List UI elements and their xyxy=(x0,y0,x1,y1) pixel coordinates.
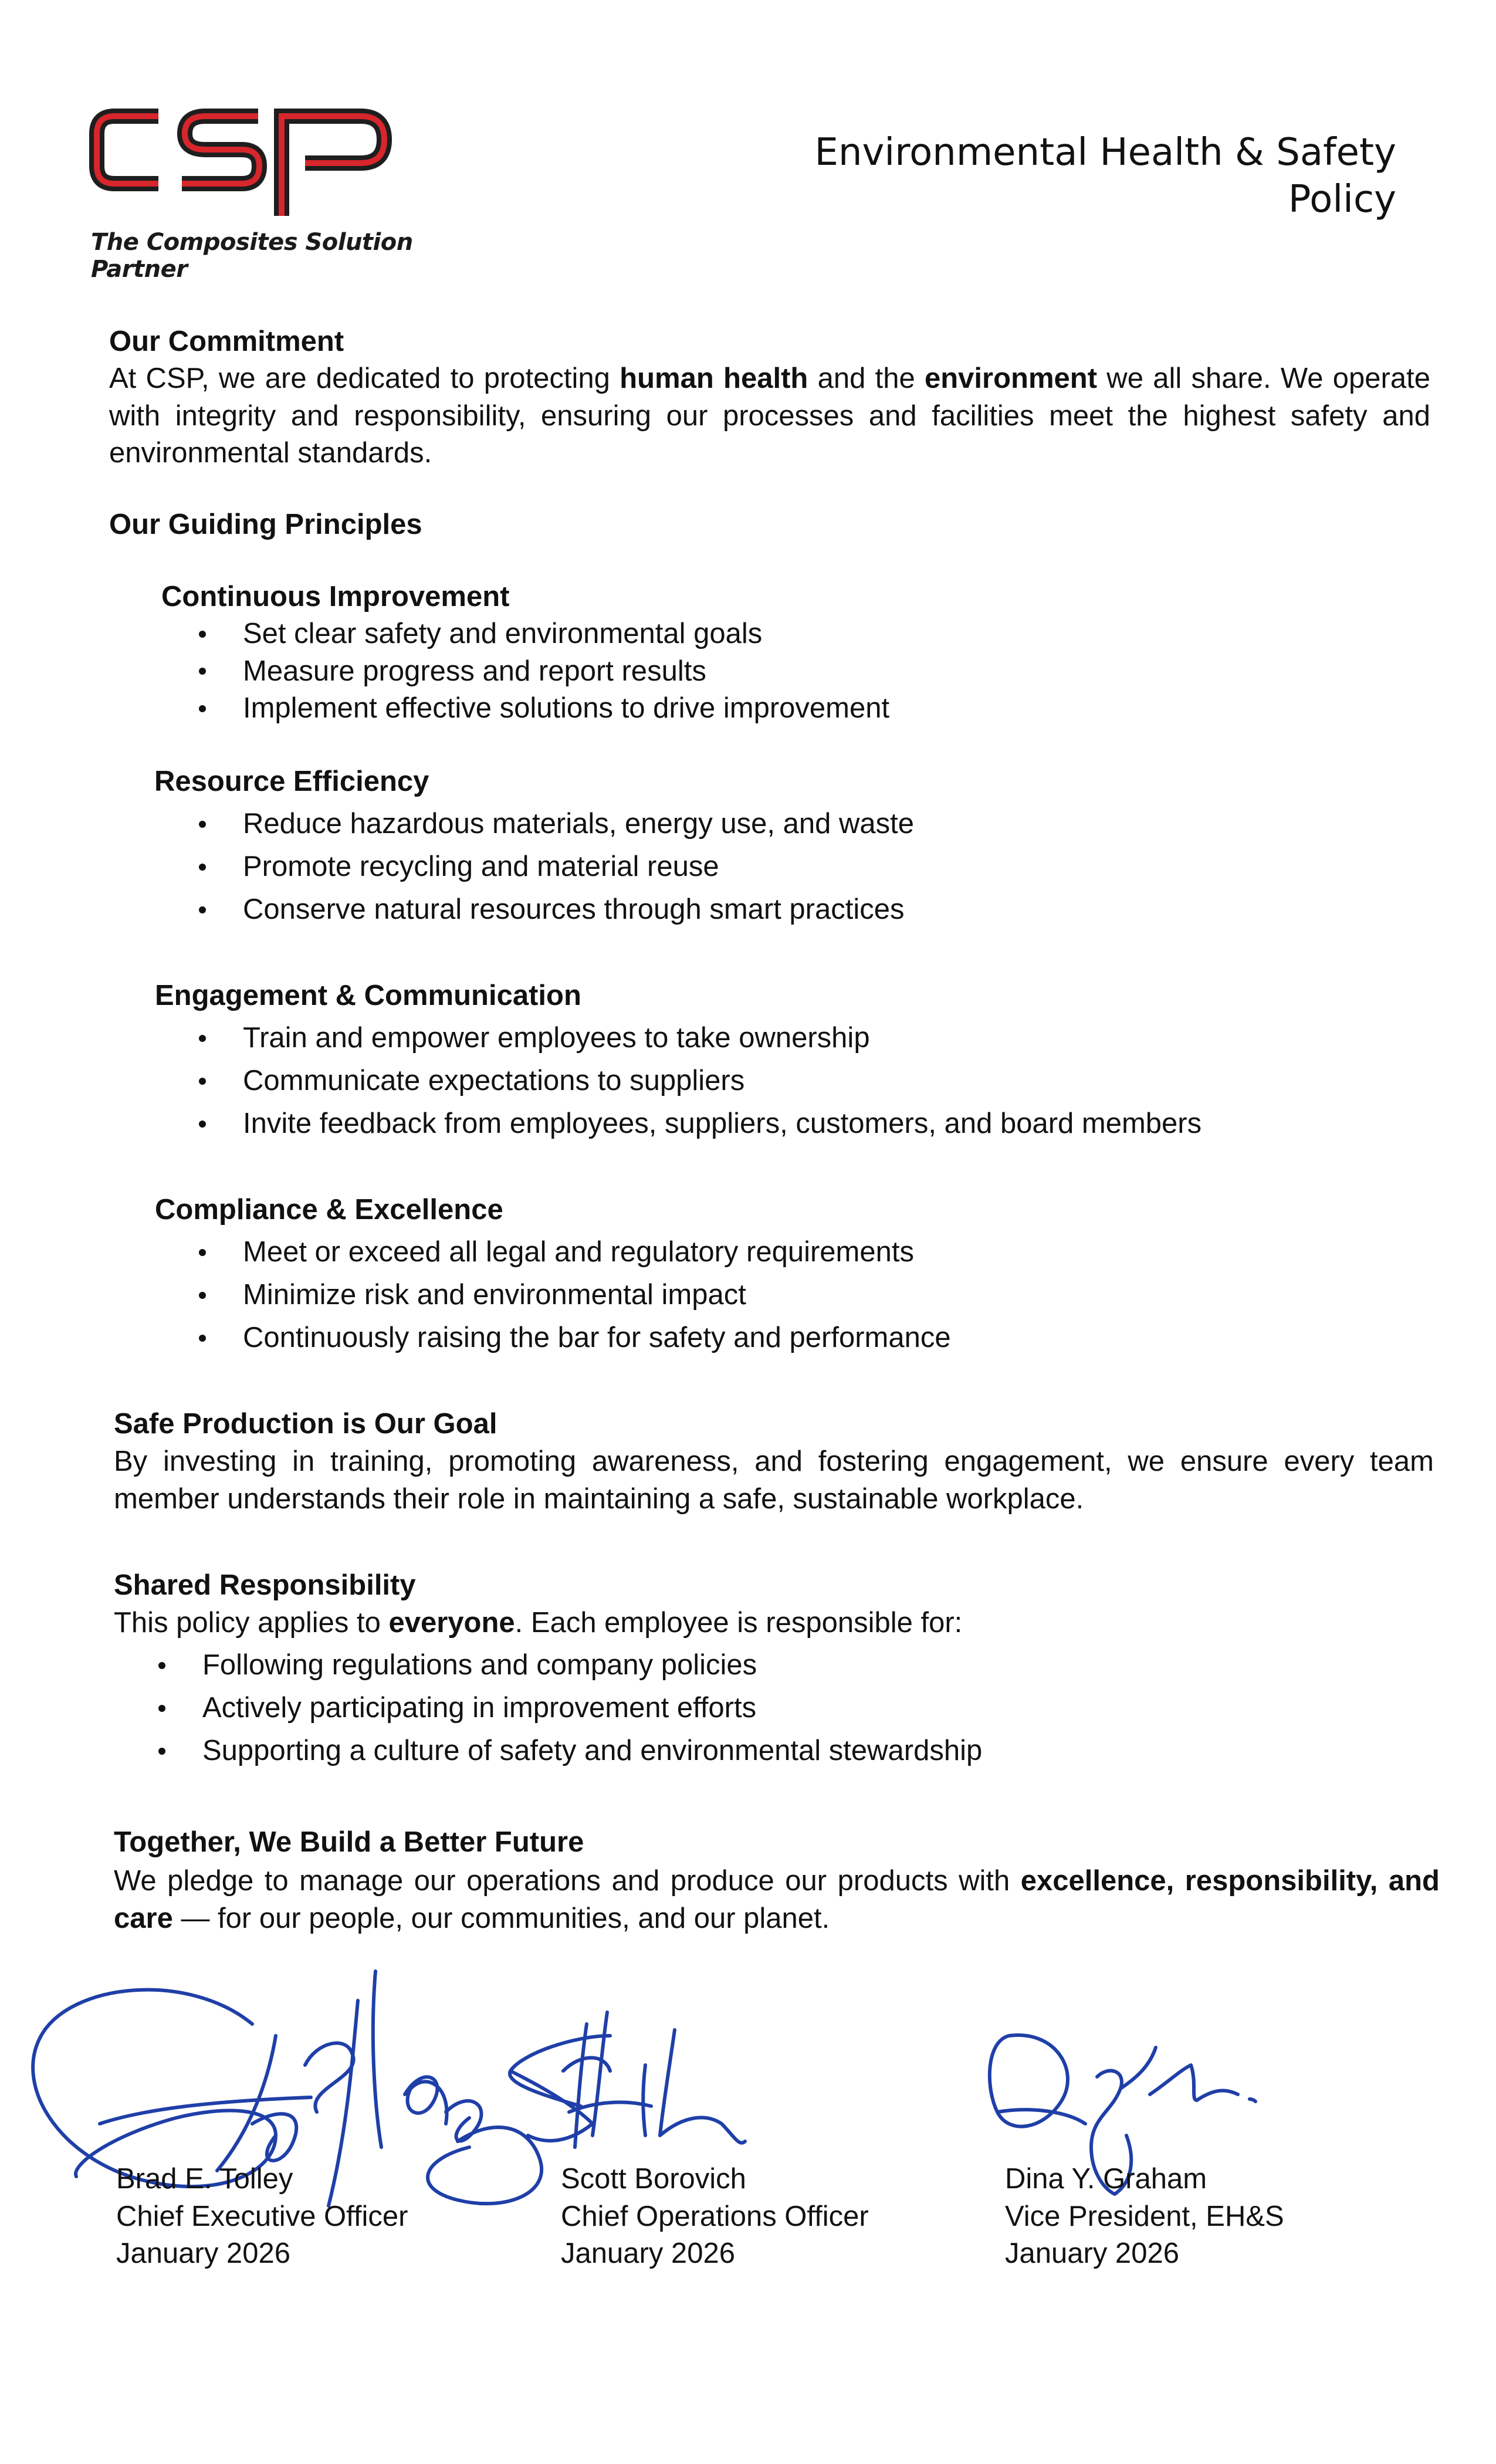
signatory-title: Chief Executive Officer xyxy=(116,2200,408,2232)
signatory-date: January 2026 xyxy=(561,2238,735,2269)
signatory-ceo xyxy=(116,2161,408,2273)
list-item: Continuously raising the bar for safety and performance xyxy=(199,1316,951,1359)
principle-title-resource-efficiency: Resource Efficiency xyxy=(154,766,429,797)
list-item: Measure progress and report results xyxy=(199,653,889,691)
commitment-bold-a: human health xyxy=(620,363,808,394)
list-item: Minimize risk and environmental impact xyxy=(199,1274,951,1316)
document-title-line-1: Environmental Health & Safety xyxy=(814,131,1396,174)
commitment-paragraph xyxy=(109,360,1430,472)
signatory-coo xyxy=(561,2161,869,2273)
document-title xyxy=(751,129,1396,223)
list-item: Meet or exceed all legal and regulatory requirements xyxy=(199,1231,951,1274)
csp-logo-icon xyxy=(88,104,393,222)
together-bold-a: excellence, responsibility, and care xyxy=(114,1865,1440,1934)
list-item: Implement effective solutions to drive improvement xyxy=(199,690,889,727)
company-tagline: The Composites Solution Partner xyxy=(91,229,413,283)
commitment-text-a: At CSP, we are dedicated to protecting xyxy=(109,363,620,394)
shared-text-a: This policy applies to xyxy=(114,1607,389,1639)
principle-title-continuous-improvement: Continuous Improvement xyxy=(161,581,510,612)
list-item: Supporting a culture of safety and environmental stewardship xyxy=(158,1729,982,1772)
shared-text-b: . Each employee is responsible for: xyxy=(515,1607,963,1639)
signatory-title: Vice President, EH&S xyxy=(1005,2200,1284,2232)
signatory-name: Dina Y. Graham xyxy=(1005,2163,1207,2195)
commitment-bold-b: environment xyxy=(924,363,1098,394)
principle-title-compliance: Compliance & Excellence xyxy=(155,1194,503,1226)
signatory-date: January 2026 xyxy=(116,2238,290,2269)
shared-bold-a: everyone xyxy=(388,1607,515,1639)
together-text-b: — for our people, our communities, and our planet. xyxy=(172,1902,830,1934)
safe-production-paragraph: By investing in training, promoting awareness, and fostering engagement, we ensure every team member understands their role in maintaining a safe, sustainable workplace. xyxy=(114,1446,1434,1515)
together-heading: Together, We Build a Better Future xyxy=(114,1826,584,1858)
signatory-vp-ehs xyxy=(1005,2161,1284,2273)
shared-responsibility-paragraph xyxy=(114,1605,1434,1642)
list-item: Communicate expectations to suppliers xyxy=(199,1060,1201,1102)
principle-title-engagement: Engagement & Communication xyxy=(155,980,581,1011)
compliance-list xyxy=(199,1231,951,1359)
list-item: Set clear safety and environmental goals xyxy=(199,615,889,653)
list-item: Following regulations and company policies xyxy=(158,1644,982,1687)
list-item: Promote recycling and material reuse xyxy=(199,845,914,888)
together-paragraph xyxy=(114,1863,1440,1937)
commitment-text-c: we all share. We operate with integrity and responsibility, ensuring our processes and facilities meet the highest safety and environmental standards. xyxy=(109,363,1430,469)
engagement-list xyxy=(199,1017,1201,1145)
signatory-title: Chief Operations Officer xyxy=(561,2200,869,2232)
safe-production-heading: Safe Production is Our Goal xyxy=(114,1408,497,1440)
signatory-name: Scott Borovich xyxy=(561,2163,746,2195)
continuous-improvement-list xyxy=(199,615,889,727)
list-item: Conserve natural resources through smart practices xyxy=(199,888,914,931)
list-item: Invite feedback from employees, suppliers, customers, and board members xyxy=(199,1102,1201,1145)
commitment-text-b: and the xyxy=(808,363,925,394)
shared-responsibility-heading: Shared Responsibility xyxy=(114,1569,416,1601)
signatory-date: January 2026 xyxy=(1005,2238,1179,2269)
principles-heading: Our Guiding Principles xyxy=(109,509,422,540)
together-text-a: We pledge to manage our operations and produce our products with xyxy=(114,1865,1021,1897)
commitment-heading: Our Commitment xyxy=(109,326,344,357)
list-item: Reduce hazardous materials, energy use, and waste xyxy=(199,803,914,845)
list-item: Train and empower employees to take ownership xyxy=(199,1017,1201,1060)
signatory-name: Brad E. Tolley xyxy=(116,2163,293,2195)
shared-responsibility-list xyxy=(158,1644,982,1772)
document-title-line-2: Policy xyxy=(1288,178,1396,221)
resource-efficiency-list xyxy=(199,803,914,931)
list-item: Actively participating in improvement efforts xyxy=(158,1687,982,1729)
